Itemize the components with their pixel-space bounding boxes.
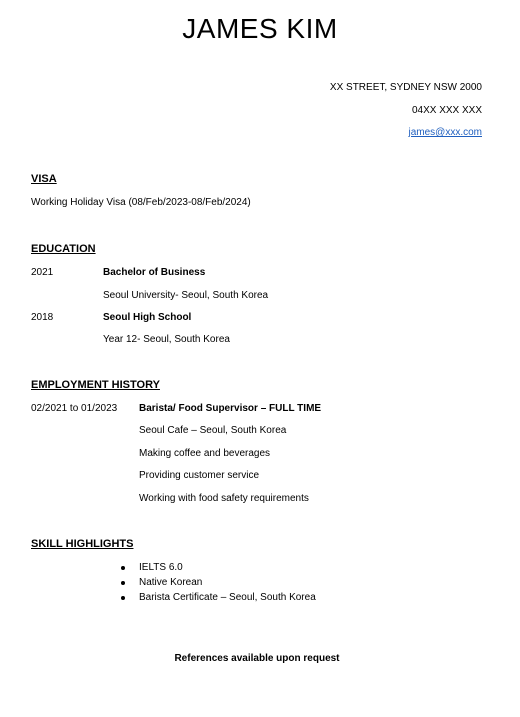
employment-period: 02/2021 to 01/2023 xyxy=(31,403,118,414)
bullet-icon xyxy=(121,596,125,600)
skill-item: Barista Certificate – Seoul, South Korea xyxy=(139,592,316,603)
contact-phone: 04XX XXX XXX xyxy=(411,105,482,116)
employment-line: Making coffee and beverages xyxy=(139,448,271,459)
bullet-icon xyxy=(121,566,125,570)
education-title: Seoul High School xyxy=(103,312,192,323)
contact-address: XX STREET, SYDNEY NSW 2000 xyxy=(329,82,482,93)
education-year: 2018 xyxy=(31,312,54,323)
visa-text: Working Holiday Visa (08/Feb/2023-08/Feb/2024) xyxy=(31,197,251,208)
education-year: 2021 xyxy=(31,267,54,278)
candidate-name: JAMES KIM xyxy=(182,13,338,44)
employment-heading: EMPLOYMENT HISTORY xyxy=(31,379,160,391)
education-detail: Year 12- Seoul, South Korea xyxy=(103,334,230,345)
bullet-icon xyxy=(121,581,125,585)
employment-line: Providing customer service xyxy=(139,470,260,481)
employment-line: Working with food safety requirements xyxy=(139,493,309,504)
education-detail: Seoul University- Seoul, South Korea xyxy=(103,290,269,301)
education-title: Bachelor of Business xyxy=(103,267,206,278)
employment-title: Barista/ Food Supervisor – FULL TIME xyxy=(139,403,322,414)
employment-line: Seoul Cafe – Seoul, South Korea xyxy=(139,425,287,436)
skill-item: IELTS 6.0 xyxy=(139,562,183,573)
contact-email-link[interactable]: james@xxx.com xyxy=(408,127,482,138)
visa-heading: VISA xyxy=(31,173,57,185)
references-note: References available upon request xyxy=(174,653,340,664)
education-heading: EDUCATION xyxy=(31,243,96,255)
skill-item: Native Korean xyxy=(139,577,203,588)
skills-heading: SKILL HIGHLIGHTS xyxy=(31,538,134,550)
